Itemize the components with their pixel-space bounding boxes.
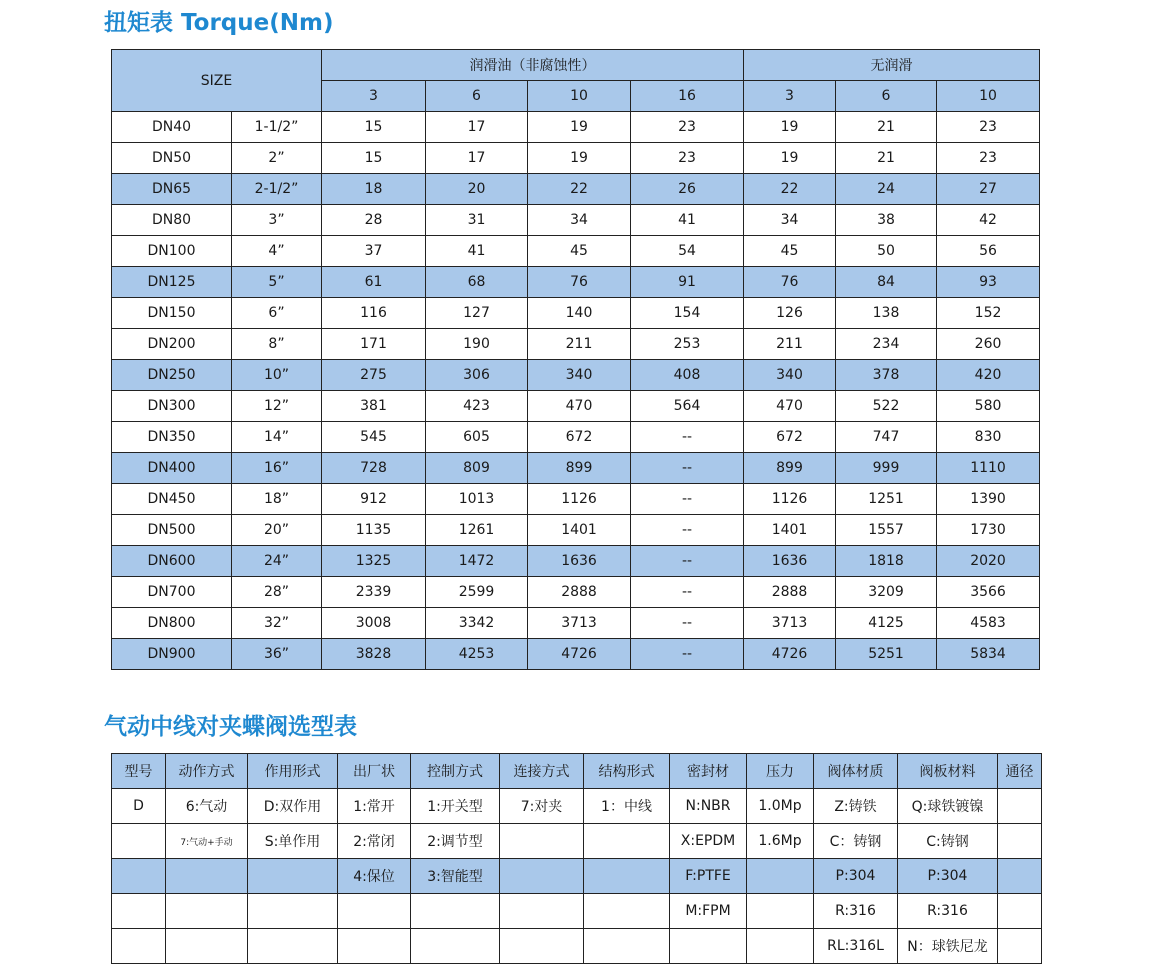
selection-cell: [584, 824, 670, 859]
selection-cell: [166, 894, 248, 929]
torque-value-cell: 4125: [836, 608, 937, 639]
torque-value-cell: 2888: [744, 577, 836, 608]
torque-value-cell: 23: [937, 112, 1040, 143]
selection-header-cell: 密封材: [670, 754, 747, 789]
torque-value-cell: 728: [322, 453, 426, 484]
torque-value-cell: 41: [426, 236, 528, 267]
torque-value-cell: 18: [322, 174, 426, 205]
selection-cell: X:EPDM: [670, 824, 747, 859]
selection-cell: N:NBR: [670, 789, 747, 824]
torque-value-cell: 3008: [322, 608, 426, 639]
selection-cell: 1：中线: [584, 789, 670, 824]
selection-header-cell: 控制方式: [411, 754, 500, 789]
torque-value-cell: 605: [426, 422, 528, 453]
selection-cell: C:铸钢: [898, 824, 998, 859]
selection-row: [112, 859, 1042, 894]
size-inch-cell: 36”: [232, 639, 322, 670]
selection-cell: [747, 929, 814, 964]
torque-value-cell: 56: [937, 236, 1040, 267]
torque-value-cell: 4726: [528, 639, 631, 670]
torque-table: [111, 49, 1040, 670]
selection-cell: [500, 929, 584, 964]
selection-cell: 1:开关型: [411, 789, 500, 824]
selection-cell: R:316: [814, 894, 898, 929]
selection-cell: D: [112, 789, 166, 824]
torque-value-cell: 127: [426, 298, 528, 329]
torque-value-cell: 19: [528, 143, 631, 174]
selection-cell: [112, 859, 166, 894]
selection-cell: 4:保位: [338, 859, 411, 894]
selection-row: [112, 929, 1042, 964]
selection-row: [112, 789, 1042, 824]
torque-value-cell: 5251: [836, 639, 937, 670]
torque-value-cell: 190: [426, 329, 528, 360]
torque-value-cell: 171: [322, 329, 426, 360]
selection-cell: [500, 894, 584, 929]
selection-cell: [112, 824, 166, 859]
selection-cell: 7:对夹: [500, 789, 584, 824]
torque-value-cell: 41: [631, 205, 744, 236]
selection-cell: [584, 894, 670, 929]
torque-value-cell: 1472: [426, 546, 528, 577]
selection-cell: [411, 894, 500, 929]
size-dn-cell: DN400: [112, 453, 232, 484]
selection-cell: [112, 929, 166, 964]
torque-value-cell: 211: [744, 329, 836, 360]
torque-value-cell: 23: [631, 143, 744, 174]
torque-value-cell: 31: [426, 205, 528, 236]
lub-pressure-header: 10: [528, 81, 631, 112]
torque-value-cell: 27: [937, 174, 1040, 205]
torque-value-cell: 116: [322, 298, 426, 329]
torque-value-cell: 1557: [836, 515, 937, 546]
torque-row: [112, 639, 1040, 670]
torque-row: [112, 608, 1040, 639]
size-dn-cell: DN250: [112, 360, 232, 391]
size-dn-cell: DN40: [112, 112, 232, 143]
selection-row: [112, 824, 1042, 859]
size-inch-cell: 16”: [232, 453, 322, 484]
selection-row: [112, 894, 1042, 929]
selection-cell: [747, 859, 814, 894]
selection-header-row: [112, 754, 1042, 789]
selection-table: [111, 753, 1042, 964]
size-dn-cell: DN350: [112, 422, 232, 453]
selection-cell: 3:智能型: [411, 859, 500, 894]
torque-value-cell: 126: [744, 298, 836, 329]
torque-value-cell: 37: [322, 236, 426, 267]
size-header: SIZE: [112, 50, 322, 112]
torque-value-cell: 899: [744, 453, 836, 484]
torque-value-cell: 260: [937, 329, 1040, 360]
torque-value-cell: 28: [322, 205, 426, 236]
selection-cell: D:双作用: [248, 789, 338, 824]
size-inch-cell: 14”: [232, 422, 322, 453]
size-dn-cell: DN900: [112, 639, 232, 670]
torque-value-cell: 1818: [836, 546, 937, 577]
torque-value-cell: 306: [426, 360, 528, 391]
torque-value-cell: 999: [836, 453, 937, 484]
selection-cell: [500, 859, 584, 894]
selection-cell: [166, 859, 248, 894]
selection-cell: [500, 824, 584, 859]
selection-cell: [338, 894, 411, 929]
size-dn-cell: DN125: [112, 267, 232, 298]
torque-value-cell: 423: [426, 391, 528, 422]
size-inch-cell: 2”: [232, 143, 322, 174]
torque-value-cell: --: [631, 453, 744, 484]
size-inch-cell: 32”: [232, 608, 322, 639]
selection-cell: [584, 859, 670, 894]
size-inch-cell: 5”: [232, 267, 322, 298]
selection-table-title: 气动中线对夹蝶阀选型表: [104, 714, 357, 740]
torque-value-cell: 38: [836, 205, 937, 236]
torque-table-title: 扭矩表 Torque(Nm): [104, 10, 334, 36]
size-dn-cell: DN300: [112, 391, 232, 422]
torque-value-cell: 20: [426, 174, 528, 205]
torque-value-cell: 522: [836, 391, 937, 422]
selection-cell: 6:气动: [166, 789, 248, 824]
torque-value-cell: 19: [528, 112, 631, 143]
torque-value-cell: 61: [322, 267, 426, 298]
torque-value-cell: 830: [937, 422, 1040, 453]
torque-value-cell: 234: [836, 329, 937, 360]
size-inch-cell: 8”: [232, 329, 322, 360]
torque-row: [112, 484, 1040, 515]
torque-value-cell: 1636: [528, 546, 631, 577]
torque-value-cell: 68: [426, 267, 528, 298]
torque-value-cell: 1636: [744, 546, 836, 577]
torque-value-cell: --: [631, 422, 744, 453]
selection-header-cell: 出厂状: [338, 754, 411, 789]
selection-cell: Q:球铁镀镍: [898, 789, 998, 824]
torque-value-cell: 5834: [937, 639, 1040, 670]
size-dn-cell: DN80: [112, 205, 232, 236]
torque-value-cell: 34: [528, 205, 631, 236]
torque-value-cell: 253: [631, 329, 744, 360]
lub-pressure-header: 3: [322, 81, 426, 112]
selection-header-cell: 连接方式: [500, 754, 584, 789]
torque-row: [112, 391, 1040, 422]
torque-value-cell: 26: [631, 174, 744, 205]
selection-cell: F:PTFE: [670, 859, 747, 894]
selection-cell: P:304: [814, 859, 898, 894]
selection-cell: [248, 894, 338, 929]
torque-value-cell: 3828: [322, 639, 426, 670]
torque-value-cell: 378: [836, 360, 937, 391]
selection-cell: 1:常开: [338, 789, 411, 824]
torque-value-cell: 76: [744, 267, 836, 298]
selection-header-cell: 结构形式: [584, 754, 670, 789]
torque-value-cell: 93: [937, 267, 1040, 298]
selection-header-cell: 型号: [112, 754, 166, 789]
torque-value-cell: 21: [836, 112, 937, 143]
torque-value-cell: --: [631, 484, 744, 515]
torque-value-cell: 899: [528, 453, 631, 484]
size-inch-cell: 12”: [232, 391, 322, 422]
lub-pressure-header: 6: [426, 81, 528, 112]
torque-value-cell: 1730: [937, 515, 1040, 546]
torque-row: [112, 267, 1040, 298]
dry-header: 无润滑: [744, 50, 1040, 81]
torque-row: [112, 236, 1040, 267]
size-dn-cell: DN150: [112, 298, 232, 329]
torque-value-cell: 211: [528, 329, 631, 360]
torque-value-cell: 4583: [937, 608, 1040, 639]
torque-row: [112, 422, 1040, 453]
size-dn-cell: DN65: [112, 174, 232, 205]
torque-value-cell: 340: [528, 360, 631, 391]
lub-pressure-header: 16: [631, 81, 744, 112]
selection-cell: [670, 929, 747, 964]
torque-value-cell: 23: [937, 143, 1040, 174]
torque-value-cell: 340: [744, 360, 836, 391]
size-inch-cell: 24”: [232, 546, 322, 577]
selection-header-cell: 阀体材质: [814, 754, 898, 789]
size-inch-cell: 10”: [232, 360, 322, 391]
selection-cell: [747, 894, 814, 929]
torque-value-cell: 45: [528, 236, 631, 267]
torque-value-cell: 42: [937, 205, 1040, 236]
torque-value-cell: 2020: [937, 546, 1040, 577]
torque-value-cell: 54: [631, 236, 744, 267]
selection-cell: 2:调节型: [411, 824, 500, 859]
torque-row: [112, 577, 1040, 608]
selection-cell: [998, 929, 1042, 964]
selection-cell: [998, 824, 1042, 859]
size-inch-cell: 4”: [232, 236, 322, 267]
selection-cell: P:304: [898, 859, 998, 894]
torque-value-cell: --: [631, 639, 744, 670]
torque-value-cell: 912: [322, 484, 426, 515]
size-dn-cell: DN450: [112, 484, 232, 515]
torque-value-cell: 420: [937, 360, 1040, 391]
torque-value-cell: 84: [836, 267, 937, 298]
torque-value-cell: 4726: [744, 639, 836, 670]
torque-value-cell: 34: [744, 205, 836, 236]
torque-row: [112, 174, 1040, 205]
torque-row: [112, 329, 1040, 360]
size-inch-cell: 6”: [232, 298, 322, 329]
torque-value-cell: 1110: [937, 453, 1040, 484]
size-dn-cell: DN50: [112, 143, 232, 174]
torque-row: [112, 205, 1040, 236]
torque-value-cell: 2888: [528, 577, 631, 608]
selection-cell: [248, 929, 338, 964]
torque-value-cell: 1126: [528, 484, 631, 515]
torque-value-cell: 19: [744, 112, 836, 143]
torque-value-cell: 672: [744, 422, 836, 453]
selection-header-cell: 作用形式: [248, 754, 338, 789]
torque-row: [112, 298, 1040, 329]
selection-cell: 1.6Mp: [747, 824, 814, 859]
torque-value-cell: 152: [937, 298, 1040, 329]
torque-value-cell: 470: [528, 391, 631, 422]
selection-cell: 7:气动+手动: [166, 824, 248, 859]
size-inch-cell: 20”: [232, 515, 322, 546]
torque-value-cell: 2599: [426, 577, 528, 608]
dry-pressure-header: 10: [937, 81, 1040, 112]
torque-value-cell: 747: [836, 422, 937, 453]
torque-value-cell: 15: [322, 112, 426, 143]
torque-row: [112, 143, 1040, 174]
torque-value-cell: 140: [528, 298, 631, 329]
torque-row: [112, 515, 1040, 546]
torque-value-cell: 275: [322, 360, 426, 391]
dry-pressure-header: 6: [836, 81, 937, 112]
size-dn-cell: DN600: [112, 546, 232, 577]
selection-cell: [584, 929, 670, 964]
torque-value-cell: --: [631, 608, 744, 639]
size-inch-cell: 2-1/2”: [232, 174, 322, 205]
torque-value-cell: 19: [744, 143, 836, 174]
torque-value-cell: 809: [426, 453, 528, 484]
selection-cell: 1.0Mp: [747, 789, 814, 824]
lubricated-header: 润滑油（非腐蚀性）: [322, 50, 744, 81]
torque-value-cell: 1325: [322, 546, 426, 577]
torque-value-cell: 1261: [426, 515, 528, 546]
size-dn-cell: DN500: [112, 515, 232, 546]
torque-value-cell: 580: [937, 391, 1040, 422]
torque-value-cell: 3209: [836, 577, 937, 608]
torque-value-cell: --: [631, 546, 744, 577]
dry-pressure-header: 3: [744, 81, 836, 112]
torque-value-cell: --: [631, 515, 744, 546]
selection-header-cell: 通径: [998, 754, 1042, 789]
selection-cell: C：铸钢: [814, 824, 898, 859]
size-inch-cell: 1-1/2”: [232, 112, 322, 143]
torque-value-cell: 1135: [322, 515, 426, 546]
size-dn-cell: DN100: [112, 236, 232, 267]
size-inch-cell: 18”: [232, 484, 322, 515]
selection-cell: [112, 894, 166, 929]
torque-value-cell: 50: [836, 236, 937, 267]
torque-value-cell: 22: [528, 174, 631, 205]
torque-value-cell: 3566: [937, 577, 1040, 608]
size-dn-cell: DN700: [112, 577, 232, 608]
torque-value-cell: 76: [528, 267, 631, 298]
selection-cell: [248, 859, 338, 894]
selection-cell: [998, 859, 1042, 894]
size-inch-cell: 3”: [232, 205, 322, 236]
torque-value-cell: 17: [426, 112, 528, 143]
selection-cell: [998, 894, 1042, 929]
selection-header-cell: 压力: [747, 754, 814, 789]
selection-cell: [411, 929, 500, 964]
torque-value-cell: 564: [631, 391, 744, 422]
torque-row: [112, 546, 1040, 577]
selection-cell: N：球铁尼龙: [898, 929, 998, 964]
torque-value-cell: 24: [836, 174, 937, 205]
size-inch-cell: 28”: [232, 577, 322, 608]
selection-cell: [166, 929, 248, 964]
torque-value-cell: 1401: [744, 515, 836, 546]
torque-value-cell: 1251: [836, 484, 937, 515]
size-dn-cell: DN200: [112, 329, 232, 360]
torque-value-cell: 21: [836, 143, 937, 174]
torque-value-cell: 91: [631, 267, 744, 298]
torque-value-cell: 15: [322, 143, 426, 174]
selection-cell: Z:铸铁: [814, 789, 898, 824]
torque-value-cell: 17: [426, 143, 528, 174]
torque-value-cell: 3713: [744, 608, 836, 639]
torque-value-cell: 470: [744, 391, 836, 422]
torque-value-cell: 408: [631, 360, 744, 391]
selection-cell: [998, 789, 1042, 824]
torque-value-cell: 2339: [322, 577, 426, 608]
torque-row: [112, 453, 1040, 484]
torque-value-cell: 4253: [426, 639, 528, 670]
torque-value-cell: 45: [744, 236, 836, 267]
selection-cell: R:316: [898, 894, 998, 929]
size-dn-cell: DN800: [112, 608, 232, 639]
selection-cell: M:FPM: [670, 894, 747, 929]
torque-value-cell: 3342: [426, 608, 528, 639]
torque-row: [112, 360, 1040, 391]
selection-cell: S:单作用: [248, 824, 338, 859]
torque-value-cell: --: [631, 577, 744, 608]
torque-row: [112, 112, 1040, 143]
torque-value-cell: 154: [631, 298, 744, 329]
torque-value-cell: 3713: [528, 608, 631, 639]
torque-value-cell: 22: [744, 174, 836, 205]
torque-value-cell: 1401: [528, 515, 631, 546]
torque-value-cell: 1126: [744, 484, 836, 515]
selection-header-cell: 动作方式: [166, 754, 248, 789]
selection-cell: RL:316L: [814, 929, 898, 964]
torque-value-cell: 545: [322, 422, 426, 453]
selection-cell: 2:常闭: [338, 824, 411, 859]
selection-header-cell: 阀板材料: [898, 754, 998, 789]
selection-cell: [338, 929, 411, 964]
torque-value-cell: 672: [528, 422, 631, 453]
torque-value-cell: 1013: [426, 484, 528, 515]
torque-value-cell: 381: [322, 391, 426, 422]
torque-value-cell: 23: [631, 112, 744, 143]
torque-value-cell: 1390: [937, 484, 1040, 515]
torque-value-cell: 138: [836, 298, 937, 329]
